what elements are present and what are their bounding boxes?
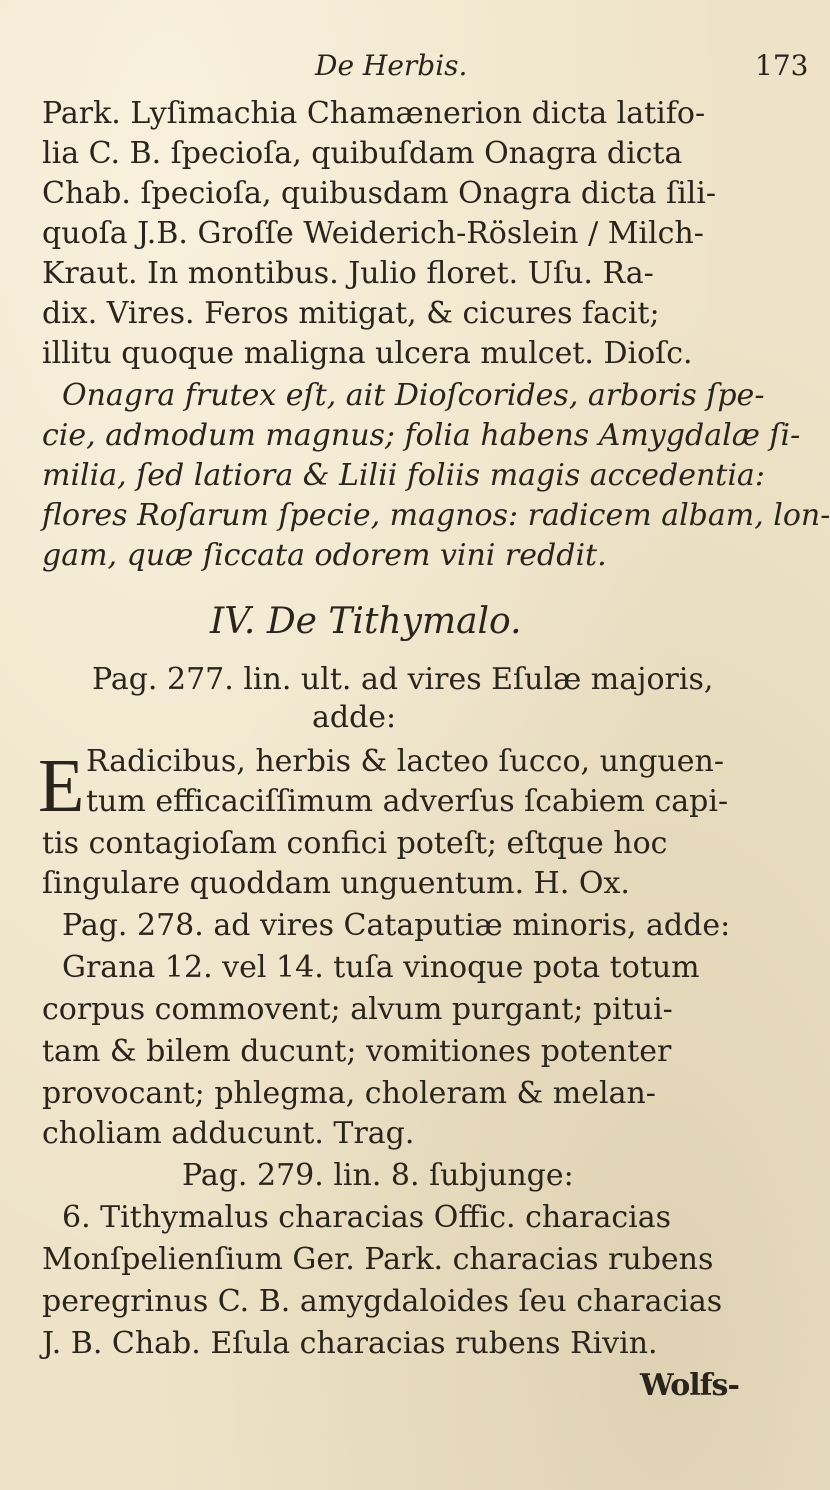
- text-line: lia C. B. ſpecioſa, quibuſdam Onagra dicta: [42, 136, 683, 171]
- text-line: Kraut. In montibus. Julio floret. Uſu. Ra-: [42, 256, 654, 291]
- text-line: Radicibus, herbis & lacteo ſucco, unguen-: [86, 744, 724, 779]
- text-line: Chab. ſpecioſa, quibusdam Onagra dicta ſili-: [42, 176, 717, 211]
- text-line: Monſpelienſium Ger. Park. characias rubens: [42, 1242, 714, 1277]
- text-line: peregrinus C. B. amygdaloides ſeu characias: [42, 1284, 723, 1319]
- text-line: tam & bilem ducunt; vomitiones potenter: [42, 1034, 672, 1069]
- text-line: choliam adducunt. Trag.: [42, 1116, 415, 1151]
- text-line: Park. Lyſimachia Chamænerion dicta latifo-: [42, 96, 706, 131]
- quote-line: Onagra frutex eſt, ait Dioſcorides, arboris ſpe-: [62, 378, 765, 413]
- text-line: adde:: [312, 700, 397, 735]
- drop-cap: E: [38, 744, 85, 828]
- text-line: provocant; phlegma, choleram & melan-: [42, 1076, 656, 1111]
- text-line: J. B. Chab. Eſula characias rubens Rivin.: [42, 1326, 658, 1361]
- text-line: Grana 12. vel 14. tuſa vinoque pota totum: [62, 950, 700, 985]
- header-title: De Herbis.: [315, 49, 468, 82]
- quote-line: gam, quæ ſiccata odorem vini reddit.: [42, 538, 607, 573]
- text-line: corpus commovent; alvum purgant; pitui-: [42, 992, 673, 1027]
- text-line: tis contagioſam confici poteſt; eſtque hoc: [42, 826, 668, 861]
- text-line: Pag. 279. lin. 8. ſubjunge:: [182, 1158, 574, 1193]
- catchword: Wolfs-: [640, 1368, 739, 1403]
- text-line: quoſa J.B. Groſſe Weiderich-Röslein / Milch-: [42, 216, 704, 251]
- text-line: Pag. 278. ad vires Cataputiæ minoris, adde:: [62, 908, 731, 943]
- text-line: illitu quoque maligna ulcera mulcet. Dioſc.: [42, 336, 693, 371]
- text-line: tum efficaciſſimum adverſus ſcabiem capi-: [86, 784, 729, 819]
- text-line: dix. Vires. Feros mitigat, & cicures facit;: [42, 296, 660, 331]
- quote-line: milia, ſed latiora & Lilii foliis magis accedentia:: [42, 458, 765, 493]
- quote-line: flores Roſarum ſpecie, magnos: radicem albam, lon-: [42, 498, 830, 533]
- running-header: [315, 48, 809, 84]
- text-line: ſingulare quoddam unguentum. H. Ox.: [42, 866, 630, 901]
- quote-line: cie, admodum magnus; folia habens Amygdalæ ſi-: [42, 418, 801, 453]
- section-title: IV. De Tithymalo.: [210, 601, 522, 642]
- text-line: Pag. 277. lin. ult. ad vires Eſulæ majoris,: [92, 662, 714, 697]
- page-number: 173: [755, 49, 809, 82]
- text-line: 6. Tithymalus characias Offic. characias: [62, 1200, 672, 1235]
